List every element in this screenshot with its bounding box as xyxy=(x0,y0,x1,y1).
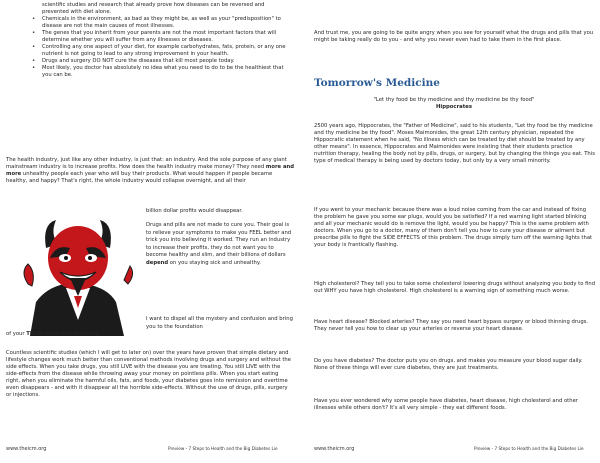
footer-url: www.theicm.org xyxy=(314,446,355,452)
footer-url: www.theicm.org xyxy=(6,446,47,452)
footer-title: Preview - 7 Steps to Health and the Big Diabetes Lie xyxy=(474,446,584,451)
footer-title: Preview - 7 Steps to Health and the Big Diabetes Lie xyxy=(168,446,278,451)
quote-text: "Let thy food be thy medicine and thy medicine be thy food" xyxy=(373,97,535,103)
bullet-item: • Most likely, you doctor has absolutely no idea what you need to do to be the healthiest that you can be. xyxy=(21,65,292,79)
bullet-item: • The genes that you inherit from your parents are not the most important factors that will determine whether you will suffer from any illnesses or diseases. xyxy=(21,30,292,44)
quote-author: Hippocrates xyxy=(435,104,473,110)
dispel-paragraph: I want to dispel all the mystery and confusion and bring you to the foundation xyxy=(146,316,293,330)
left-footer xyxy=(6,446,294,452)
bullet-item: • Drugs and surgery DO NOT cure the diseases that kill most people today. xyxy=(21,58,292,65)
health-industry-paragraph: The health industry, just like any other industry, is just that: an industry. And the sole purpose of any giant mainstream industry is to increase profits. How does the health industry make money? They need more and more unhealthy people each year who will buy their products. What would happen if people became healthy, and happy? That's right, the whole industry would collapse overnight, and all their xyxy=(6,157,294,185)
billion-dollar-line: billion dollar profits would disappear. xyxy=(146,208,243,214)
section-heading: Tomorrow's Medicine xyxy=(314,77,440,89)
history-paragraph: 2500 years ago, Hippocrates, the "Father of Medicine", said to his students, "Let thy food be thy medicine and thy medicine be thy food". Moses Maimonides, the great 12th century physician, repeated the Hippocratic statement when he said, "No illness which can be treated by diet should be treated by any other means". In essence, Hippocrates and Maimonides were insisting that their students practice nutrition therapy, healing the body not by pills, drugs, or surgery, but by changing the things you eat. This type of medical therapy is being used by doctors today, but only by a very small minority. xyxy=(314,123,595,165)
cholesterol-paragraph: High cholesterol? They tell you to take some cholesterol lowering drugs without analyzing you body to find out WHY you have high cholesterol. High cholesterol is a warning sign of something much worse. xyxy=(314,281,596,295)
diabetes-paragraph: Do you have diabetes? The doctor puts you on drugs, and makes you measure your blood sugar daily. None of these things will ever cure diabetes, they are just treatments. xyxy=(314,358,583,372)
mechanic-paragraph: If you went to your mechanic because there was a loud noise coming from the car and instead of fixing the problem he gave you some ear plugs, would you be satisfied? If a red warning light started blinking and all your mechanic would do is remove the light, would you be happy? This is the same problem with doctors. When you go to a doctor, many of them don't tell you how to cure your disease or ailment but prescribe pills to fight the SIDE EFFECTS of this problem. The drugs simply turn off the warning lights that your body is frantically flashing. xyxy=(314,207,593,249)
devil-icon xyxy=(24,220,133,336)
heart-disease-paragraph: Have heart disease? Blocked arteries? They say you need heart bypass surgery or blood thinning drugs. They never tell you how to clear up your arteries or reverse your heart disease. xyxy=(314,319,589,333)
right-page xyxy=(300,0,600,463)
left-intro xyxy=(42,2,292,80)
right-footer xyxy=(314,446,596,452)
depend-emphasis: depend xyxy=(146,259,169,266)
true-health-line: of your TRUE health and wellbeing. xyxy=(6,331,100,337)
foods-paragraph: Have you ever wondered why some people have diabetes, heart disease, high cholesterol and other illnesses while others don't? It's all very simple - they eat different foods. xyxy=(314,398,578,412)
more-and-more-emphasis: more and more xyxy=(6,164,294,178)
devil-doctor-illustration xyxy=(16,214,142,336)
drugs-paragraph: Drugs and pills are not made to cure you. Their goal is to relieve your symptoms to make you FEEL better and trick you into believing it worked. They run an industry to increase their profits, they do not want you to become healthy and slim, and their billions of dollars depend on you staying sick and unhealthy. xyxy=(146,222,292,266)
bullet-item: • Controlling any one aspect of your diet, for example carbohydrates, fats, protein, or any one nutrient is not going to lead to any strong improvement in your health. xyxy=(21,44,292,58)
hippocrates-quote xyxy=(314,97,594,111)
bullet-item: • Chemicals in the environment, as bad as they might be, as well as your "predisposition" to disease are not the main causes of most illnesses. xyxy=(21,16,292,30)
bullet-list xyxy=(21,16,292,79)
true-emphasis: TRUE xyxy=(26,331,42,337)
scientific-studies-paragraph: Countless scientific studies (which I will get to later on) over the years have proven that simple dietary and lifestyle changes work much better than conventional methods involving drugs and surgery and without the side effects. When you take drugs, you still LIVE with the disease you are treating. You still LIVE with the side-effects from the disease while throwing away your money on pointless pills. When you start eating right, when you eliminate the harmful oils, fats, and foods, your diabetes goes into remission and overtime even disappears - and with it disappear all the horrible side-effects. Without the use of drugs, pills, surgery or injections. xyxy=(6,350,291,399)
right-intro: And trust me, you are going to be quite angry when you see for yourself what the drugs and pills that you might be taking really do to you - and why you never even had to take them in the first place. xyxy=(314,30,594,44)
intro-line: scientific studies and research that already prove how diseases can be reversed and prevented with diet alone. xyxy=(42,2,265,16)
